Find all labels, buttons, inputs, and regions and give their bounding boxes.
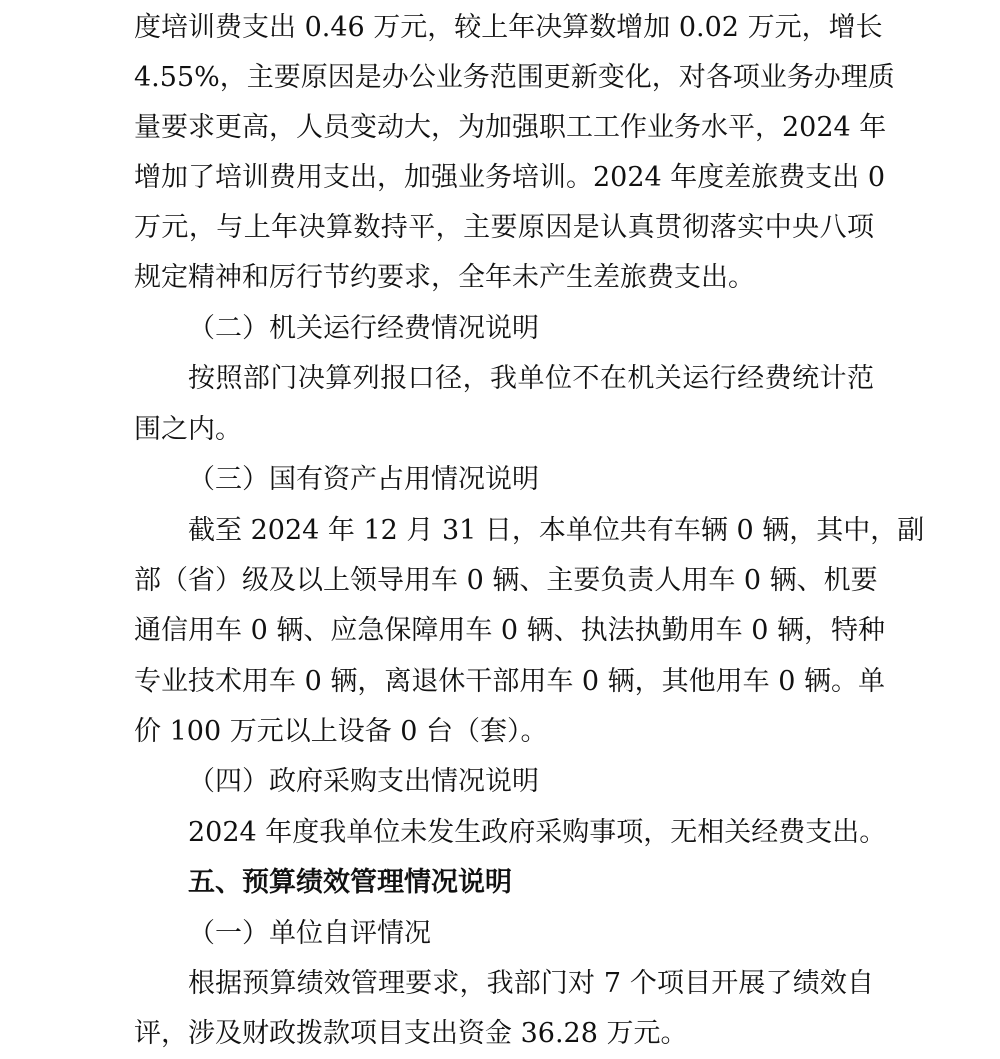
section-heading: 五、预算绩效管理情况说明: [188, 867, 512, 898]
subsection-heading: （三）国有资产占用情况说明: [188, 464, 539, 495]
paragraph-line: 截至 2024 年 12 月 31 日，本单位共有车辆 0 辆，其中，副: [188, 515, 925, 546]
paragraph-line: 万元，与上年决算数持平，主要原因是认真贯彻落实中央八项: [134, 212, 874, 243]
paragraph-line: 度培训费支出 0.46 万元，较上年决算数增加 0.02 万元，增长: [134, 12, 883, 43]
paragraph-line: 按照部门决算列报口径，我单位不在机关运行经费统计范: [188, 363, 874, 394]
paragraph-line: 根据预算绩效管理要求，我部门对 7 个项目开展了绩效自: [188, 968, 874, 999]
subsection-heading: （二）机关运行经费情况说明: [188, 313, 539, 344]
paragraph-line: 围之内。: [134, 414, 242, 445]
paragraph-line: 2024 年度我单位未发生政府采购事项，无相关经费支出。: [188, 817, 887, 848]
subsection-heading: （四）政府采购支出情况说明: [188, 766, 539, 797]
paragraph-line: 规定精神和厉行节约要求，全年未产生差旅费支出。: [134, 262, 755, 293]
paragraph-line: 量要求更高，人员变动大，为加强职工工作业务水平，2024 年: [134, 112, 887, 143]
paragraph-line: 4.55%，主要原因是办公业务范围更新变化，对各项业务办理质: [134, 62, 895, 93]
subsection-heading: （一）单位自评情况: [188, 918, 431, 949]
paragraph-line: 价 100 万元以上设备 0 台（套）。: [134, 716, 548, 747]
paragraph-line: 专业技术用车 0 辆，离退休干部用车 0 辆，其他用车 0 辆。单: [134, 666, 886, 697]
paragraph-line: 评，涉及财政拨款项目支出资金 36.28 万元。: [134, 1018, 688, 1049]
paragraph-line: 通信用车 0 辆、应急保障用车 0 辆、执法执勤用车 0 辆，特种: [134, 615, 886, 646]
paragraph-line: 增加了培训费用支出，加强业务培训。2024 年度差旅费支出 0: [134, 162, 886, 193]
paragraph-line: 部（省）级及以上领导用车 0 辆、主要负责人用车 0 辆、机要: [134, 565, 878, 596]
